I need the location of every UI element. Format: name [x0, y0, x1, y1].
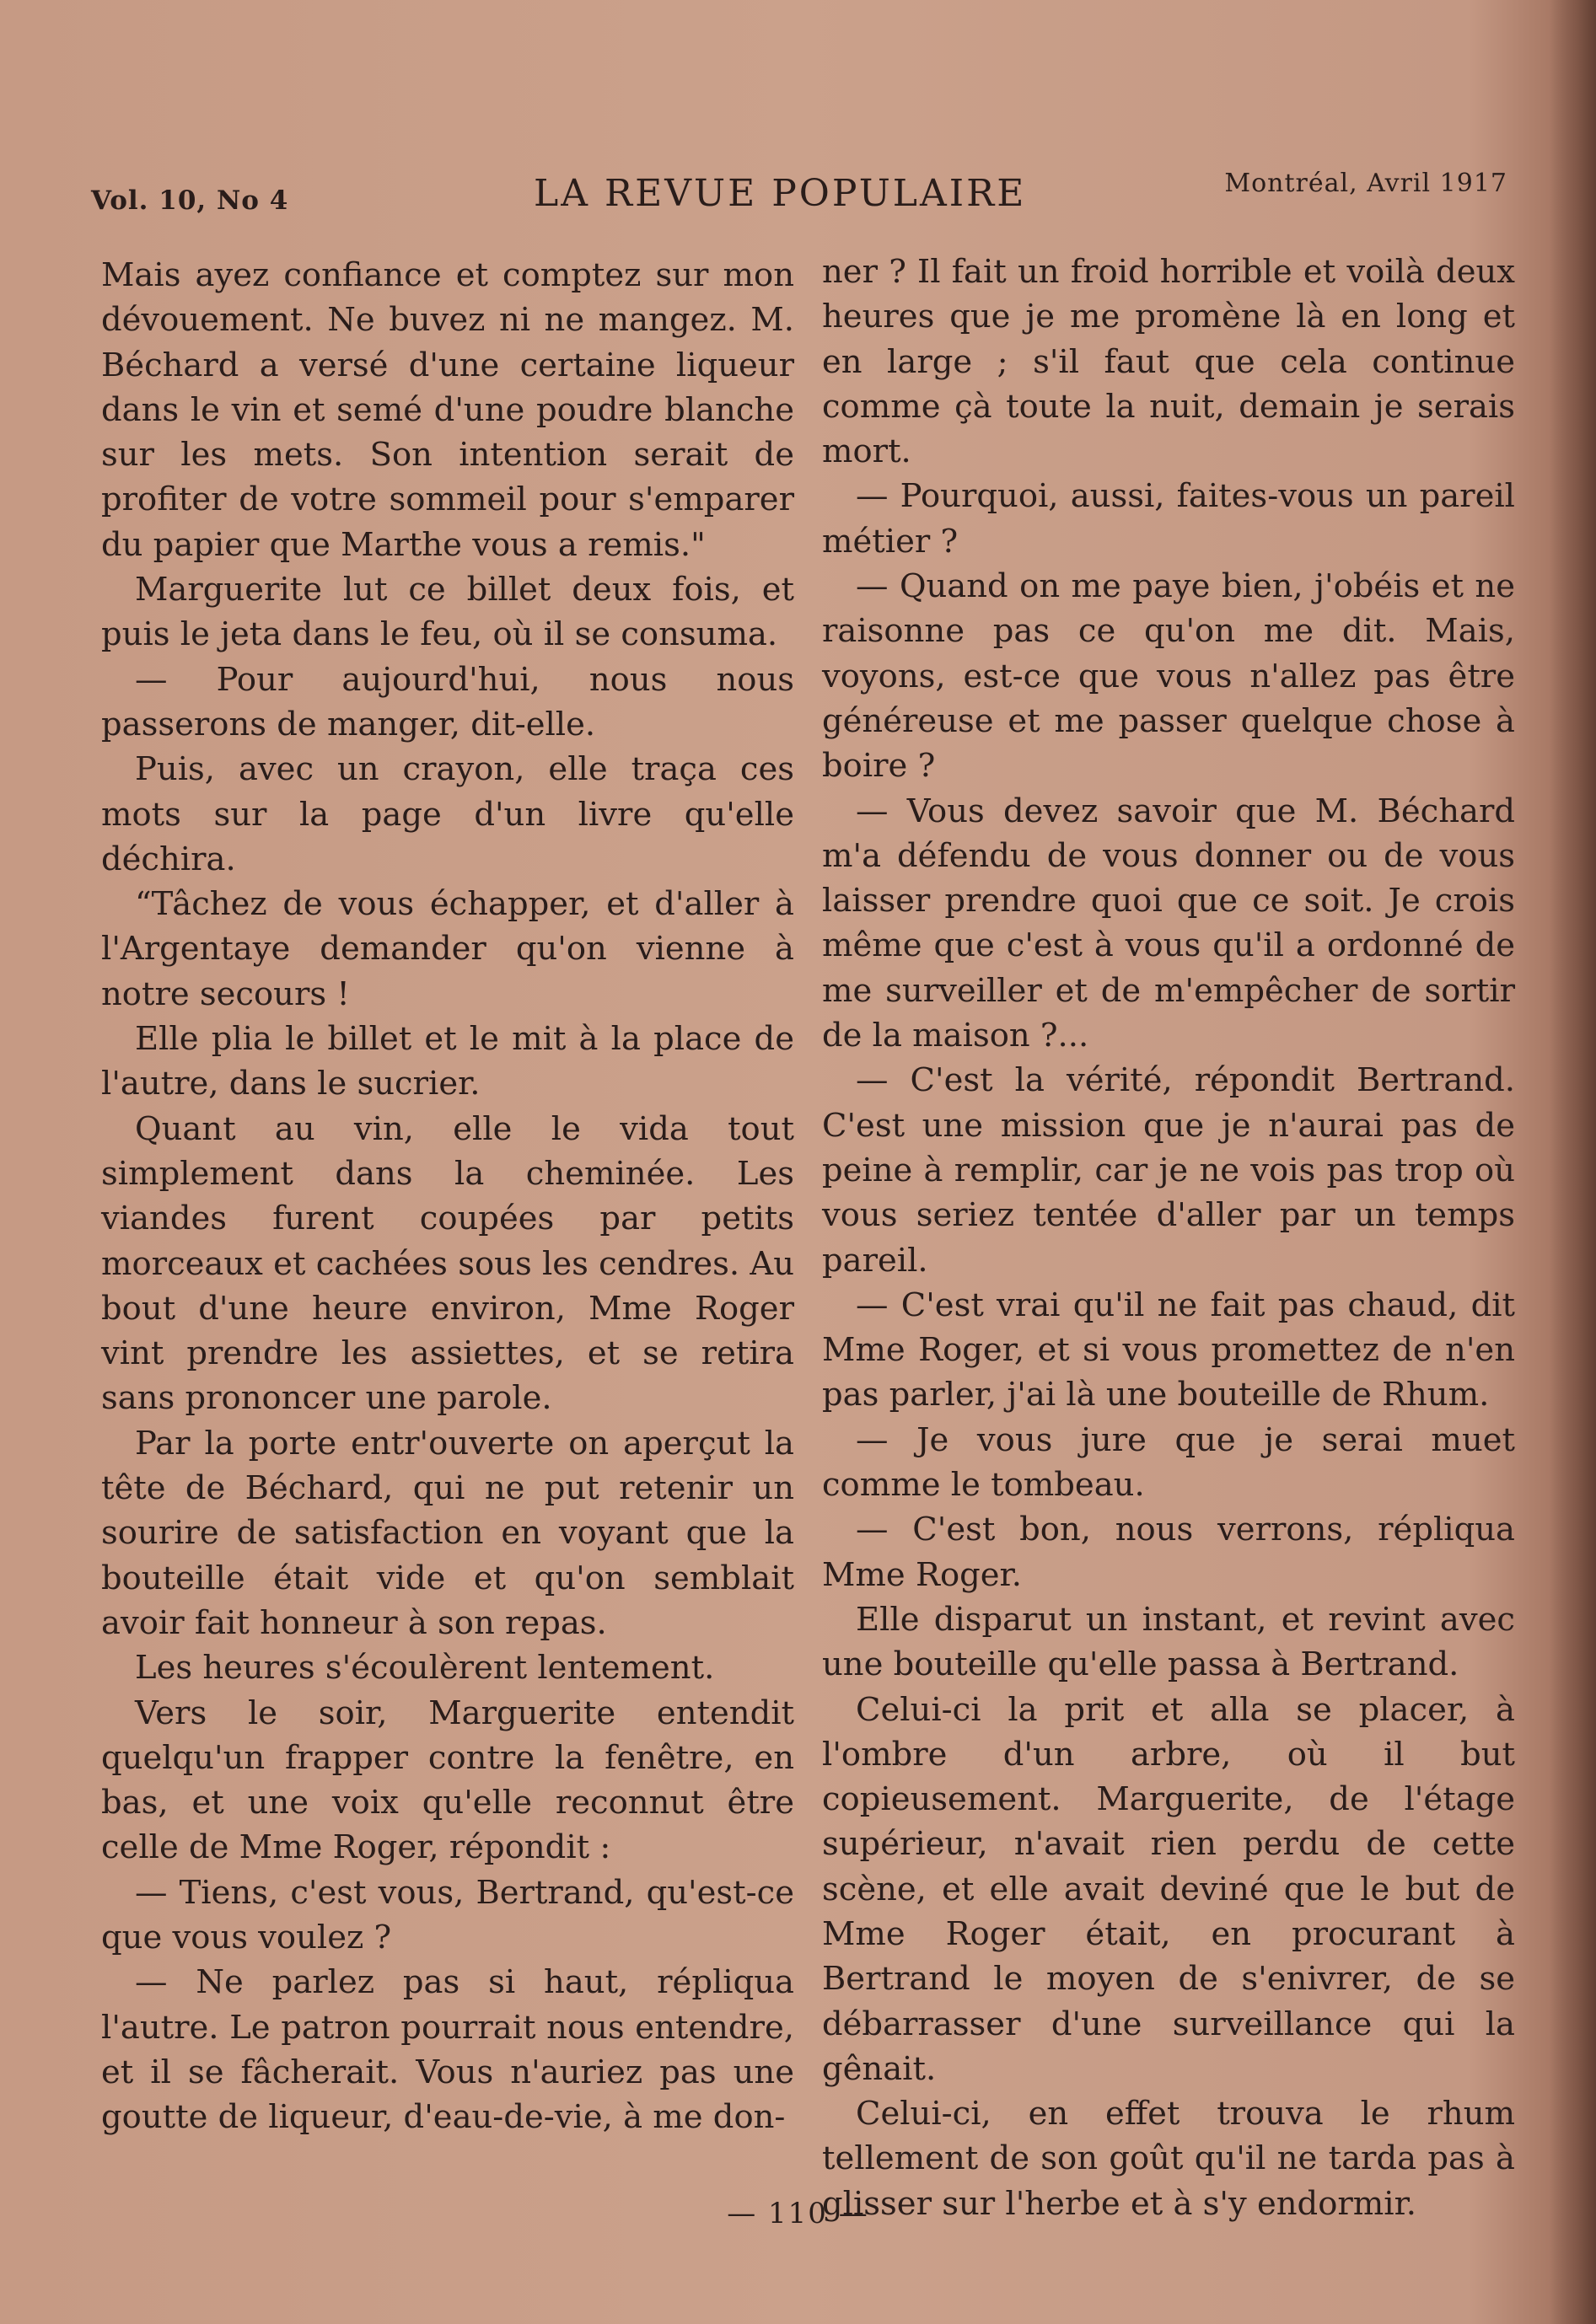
- right-text-column: [822, 250, 1515, 2226]
- paragraph: — Je vous jure que je serai muet comme le tombeau.: [822, 1420, 1515, 1505]
- paragraph: — C'est bon, nous verrons, répliqua Mme Roger.: [822, 1511, 1515, 1594]
- paragraph: — Pourquoi, aussi, faites-vous un pareil métier ?: [822, 477, 1515, 561]
- paragraph: — Pour aujourd'hui, nous nous passerons de manger, dit-elle.: [101, 660, 794, 743]
- paragraph: Puis, avec un crayon, elle traça ces mots sur la page d'un livre qu'elle déchira.: [101, 750, 794, 878]
- paragraph: Celui-ci, en effet trouva le rhum tellement de son goût qu'il ne tarda pas à glisser sur l'herbe et à s'y endormir.: [822, 2095, 1515, 2223]
- running-header: [91, 169, 1507, 228]
- paragraph: Vers le soir, Marguerite entendit quelqu'un frapper contre la fenêtre, en bas, et une voix qu'elle reconnut être celle de Mme Roger, répondit :: [101, 1693, 794, 1867]
- paragraph: Elle plia le billet et le mit à la place de l'autre, dans le sucrier.: [101, 1020, 794, 1103]
- paragraph: ner ? Il fait un froid horrible et voilà deux heures que je me promène là en long et en large ; s'il faut que cela continue comme çà toute la nuit, demain je serais mort.: [822, 253, 1515, 471]
- paragraph: — Vous devez savoir que M. Béchard m'a défendu de vous donner ou de vous laisser prendre quoi que ce soit. Je crois même que c'est à vous qu'il a ordonné de me surveiller et de m'empêcher de sortir de la maison ?...: [822, 792, 1515, 1055]
- page-number: — 110 —: [727, 2197, 869, 2230]
- publication-title: LA REVUE POPULAIRE: [534, 172, 1027, 215]
- paragraph: Les heures s'écoulèrent lentement.: [135, 1649, 715, 1688]
- issue-date: Montréal, Avril 1917: [1224, 169, 1507, 198]
- paragraph: Celui-ci la prit et alla se placer, à l'ombre d'un arbre, où il but copieusement. Marguerite, de l'étage supérieur, n'avait rien perdu de cette scène, et elle avait deviné que le but de Mme Roger était, en procurant à Bertrand le moyen de s'enivrer, de se débarrasser d'une surveillance qui la gênait.: [822, 1690, 1515, 2088]
- volume-number: Vol. 10, No 4: [91, 185, 289, 216]
- paragraph: “Tâchez de vous échapper, et d'aller à l'Argentaye demander qu'on vienne à notre secours !: [101, 885, 794, 1013]
- paragraph: — C'est vrai qu'il ne fait pas chaud, dit Mme Roger, et si vous promettez de n'en pas parler, j'ai là une bouteille de Rhum.: [822, 1285, 1515, 1414]
- page-edge-shadow: [1550, 0, 1596, 2324]
- paragraph: — Quand on me paye bien, j'obéis et ne raisonne pas ce qu'on me dit. Mais, voyons, est-ce que vous n'allez pas être généreuse et me passer quelque chose à boire ?: [822, 567, 1515, 786]
- paragraph: — Ne parlez pas si haut, répliqua l'autre. Le patron pourrait nous entendre, et il se fâcherait. Vous n'auriez pas une goutte de liqueur, d'eau-de-vie, à me don-: [101, 1963, 794, 2137]
- paragraph: Mais ayez confiance et comptez sur mon dévouement. Ne buvez ni ne mangez. M. Béchard a versé d'une certaine liqueur dans le vin et semé d'une poudre blanche sur les mets. Son intention serait de profiter de votre sommeil pour s'emparer du papier que Marthe vous a remis.": [101, 256, 794, 564]
- paragraph: Marguerite lut ce billet deux fois, et puis le jeta dans le feu, où il se consuma.: [101, 571, 794, 654]
- paragraph: Par la porte entr'ouverte on aperçut la tête de Béchard, qui ne put retenir un sourire de satisfaction en voyant que la bouteille était vide et qu'on semblait avoir fait honneur à son repas.: [101, 1424, 794, 1642]
- paragraph: Elle disparut un instant, et revint avec une bouteille qu'elle passa à Bertrand.: [822, 1600, 1515, 1684]
- paragraph: Quant au vin, elle le vida tout simplement dans la cheminée. Les viandes furent coupées par petits morceaux et cachées sous les cendres. Au bout d'une heure environ, Mme Roger vint prendre les assiettes, et se retira sans prononcer une parole.: [101, 1109, 794, 1418]
- paragraph: — C'est la vérité, répondit Bertrand. C'est une mission que je n'aurai pas de peine à remplir, car je ne vois pas trop où vous seriez tentée d'aller par un temps pareil.: [822, 1061, 1515, 1280]
- left-text-column: [101, 253, 794, 2139]
- paragraph: — Tiens, c'est vous, Bertrand, qu'est-ce que vous voulez ?: [101, 1873, 794, 1956]
